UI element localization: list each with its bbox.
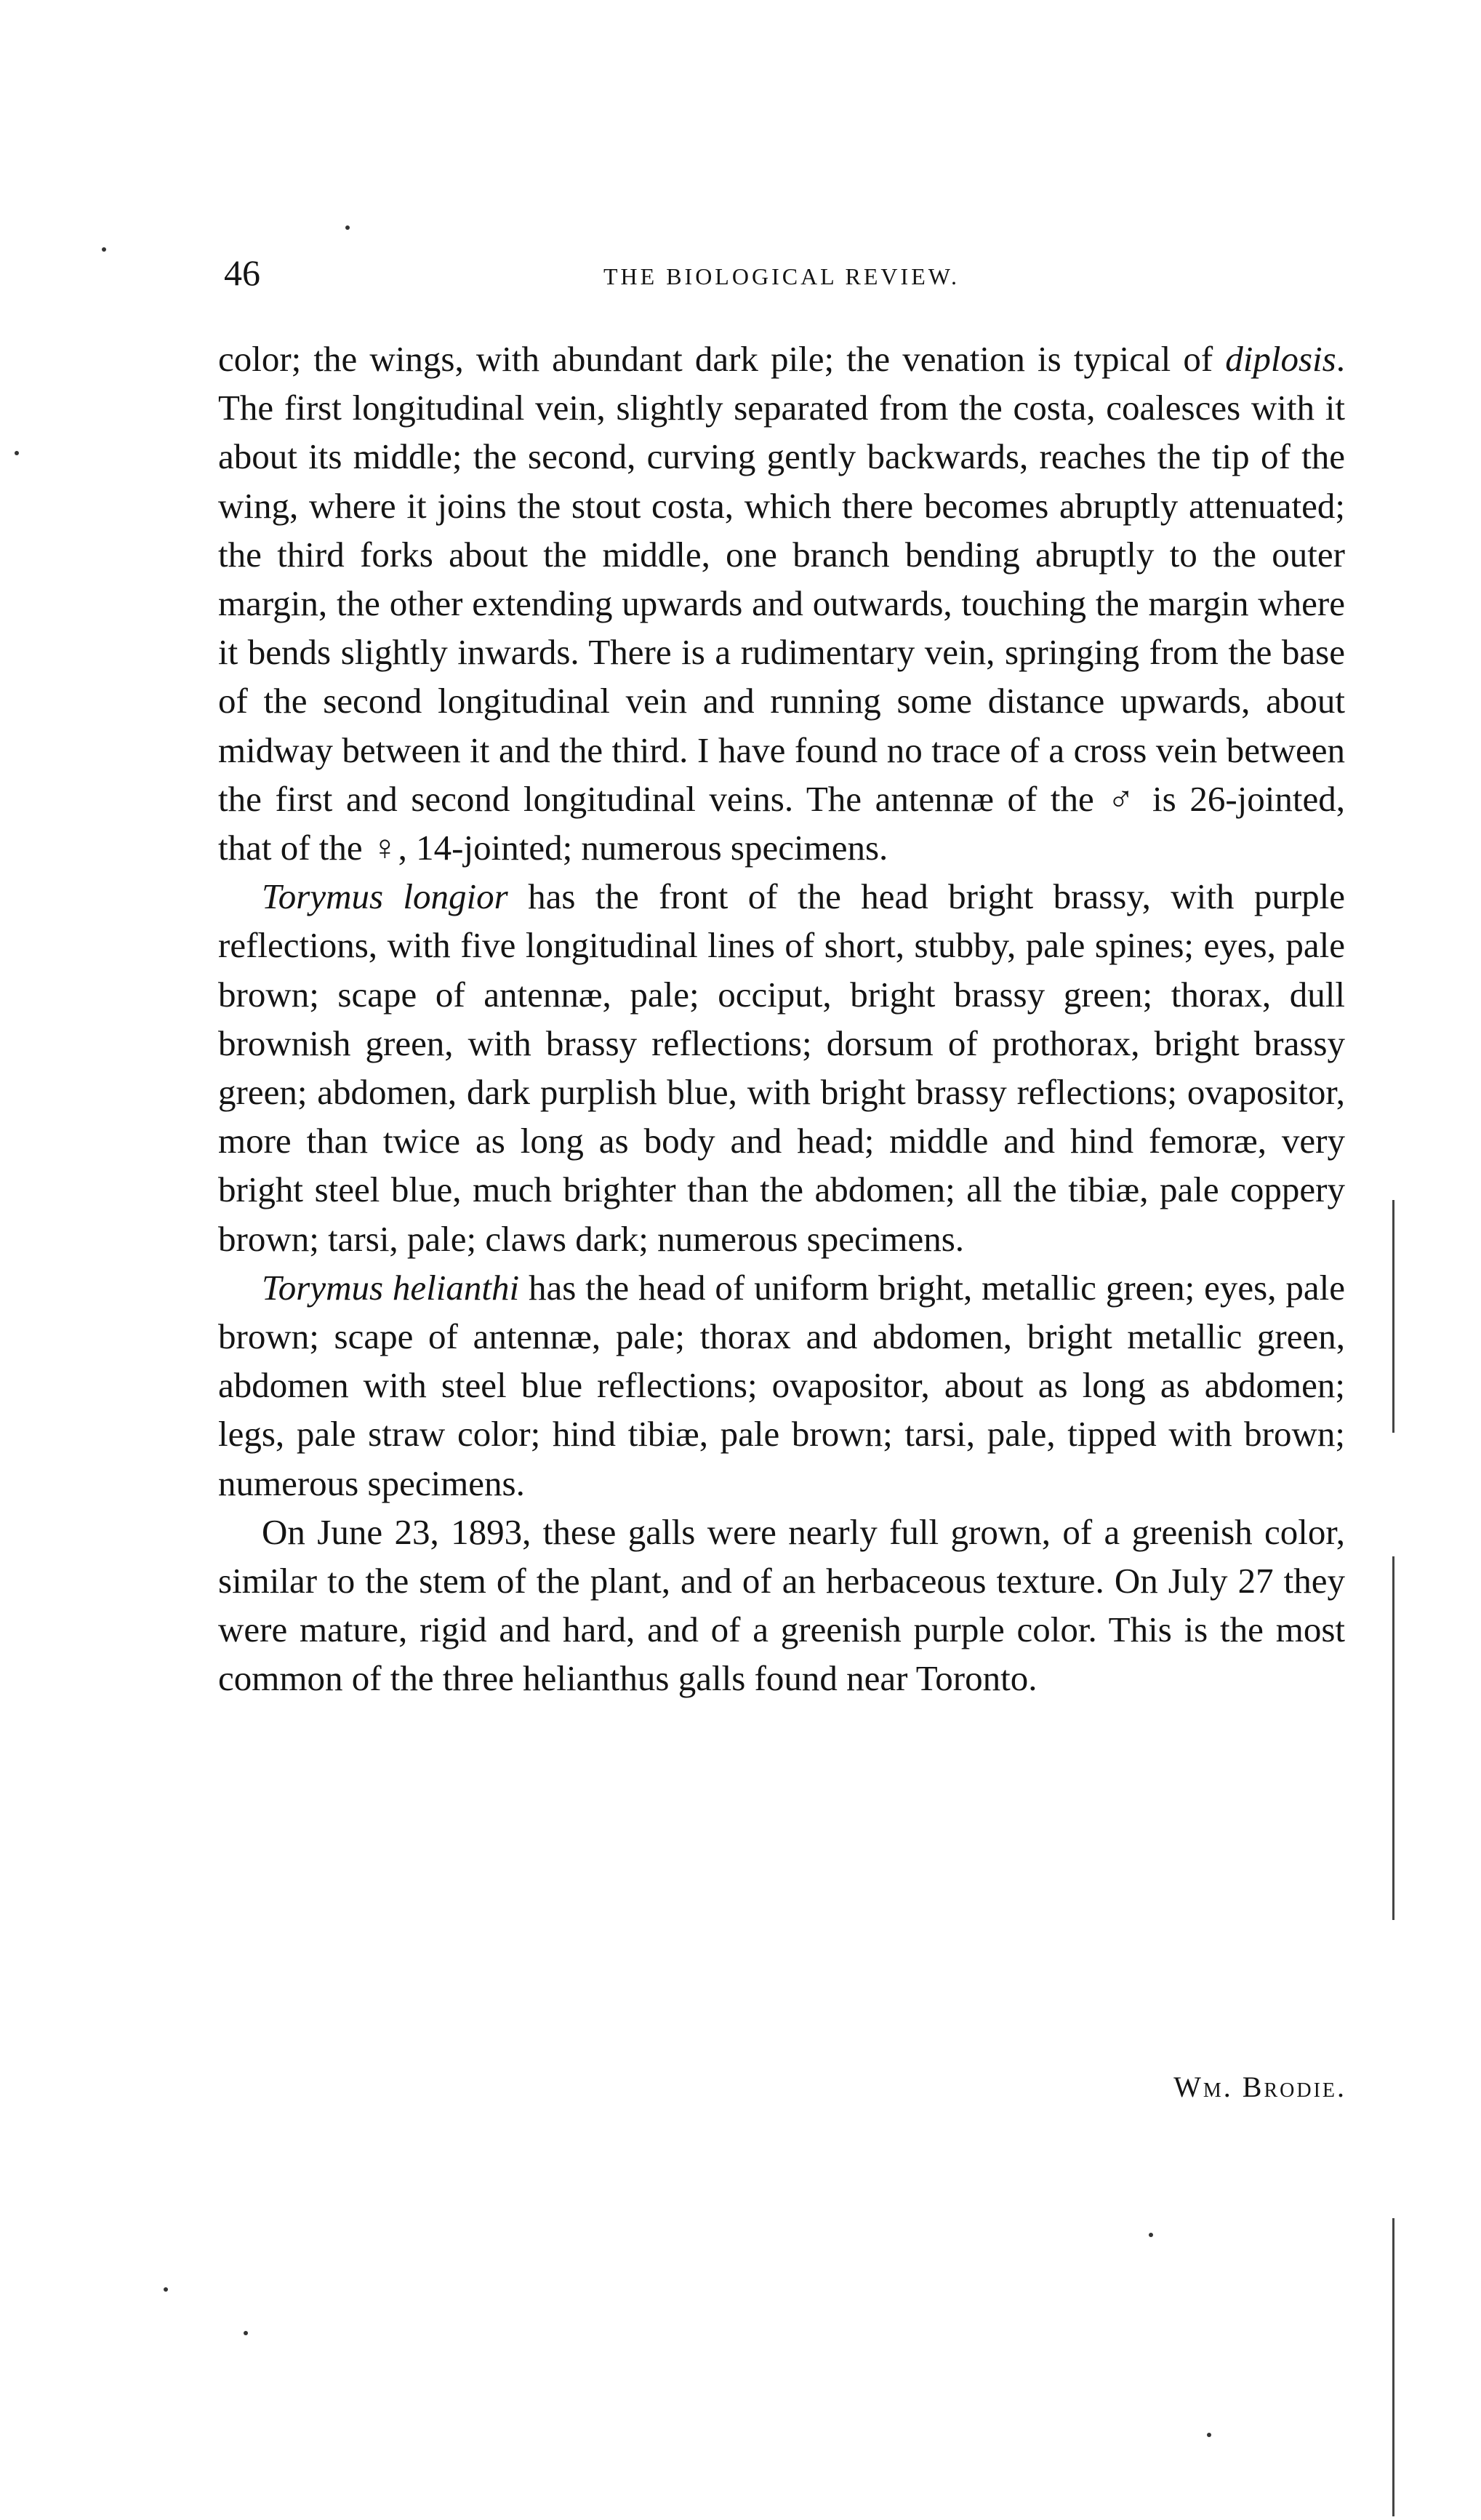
running-title: THE BIOLOGICAL REVIEW.	[603, 263, 960, 289]
page-number: 46	[224, 252, 260, 293]
scan-speck	[244, 2331, 248, 2335]
paragraph-gall-growth	[218, 1508, 1345, 1703]
scan-speck	[345, 225, 350, 230]
paragraph-venation-text-a: color; the wings, with abundant dark pile; the venation is typical of	[218, 339, 1226, 379]
species-torymus-longior: Torymus longior	[262, 876, 508, 917]
paragraph-torymus-longior	[218, 872, 1345, 1263]
page-header	[218, 247, 1345, 305]
species-torymus-helianthi: Torymus helianthi	[262, 1267, 520, 1308]
paragraph-venation-text-c: . The first longitudinal vein, slightly separated from the costa, coalesces with it about its middle; the second, curving gently backwards, reaches the tip of the wing, where it joins the stout costa, which there becomes abruptly attenuated; the third forks about the middle, one branch bending abruptly to the outer margin, the other extending upwards and outwards, touching the margin where it bends slightly inwards. There is a rudimentary vein, springing from the base of the second longitudinal vein and running some distance upwards, about midway between it and the third. I have found no trace of a cross vein between the first and second longitudinal veins. The antennæ of the ♂ is 26-jointed, that of the ♀, 14-jointed; numerous specimens.	[218, 339, 1345, 868]
paragraph-venation	[218, 335, 1345, 872]
scan-edge-shadow	[1392, 1200, 1394, 1433]
scan-speck	[1149, 2233, 1153, 2237]
scan-speck	[15, 451, 19, 455]
paragraph-torymus-longior-text: has the front of the head bright brassy, with purple reflections, with five longitudinal lines of short, stubby, pale spines; eyes, pale brown; scape of antennæ, pale; occiput, bright brassy green; thorax, dull brownish green, with brassy reflections; dorsum of prothorax, bright brassy green; abdomen, dark purplish blue, with bright brassy reflections; ovapositor, more than twice as long as body and head; middle and hind femoræ, very bright steel blue, much brighter than the abdomen; all the tibiæ, pale coppery brown; tarsi, pale; claws dark; numerous specimens.	[218, 876, 1345, 1259]
scan-speck	[1207, 2433, 1211, 2437]
scan-speck	[102, 247, 106, 252]
paragraph-torymus-helianthi-text: has the head of uniform bright, metallic green; eyes, pale brown; scape of antennæ, pale; thorax and abdomen, bright metallic green, abdomen with steel blue reflections; ovapositor, about as long as abdomen; legs, pale straw color; hind tibiæ, pale brown; tarsi, pale, tipped with brown; numerous specimens.	[218, 1267, 1345, 1503]
body-text	[218, 335, 1345, 1703]
paragraph-torymus-helianthi	[218, 1263, 1345, 1508]
scan-edge-shadow	[1392, 2218, 1394, 2516]
scan-edge-shadow	[1392, 1556, 1394, 1920]
genus-diplosis: diplosis	[1225, 339, 1336, 379]
author-signature: Wm. Brodie.	[1173, 2071, 1346, 2103]
scan-speck	[164, 2287, 168, 2292]
paragraph-gall-growth-text: On June 23, 1893, these galls were nearly full grown, of a greenish color, similar to the stem of the plant, and of an herbaceous texture. On July 27 they were mature, rigid and hard, and of a greenish purple color. This is the most common of the three helianthus galls found near Toronto.	[218, 1511, 1345, 1699]
